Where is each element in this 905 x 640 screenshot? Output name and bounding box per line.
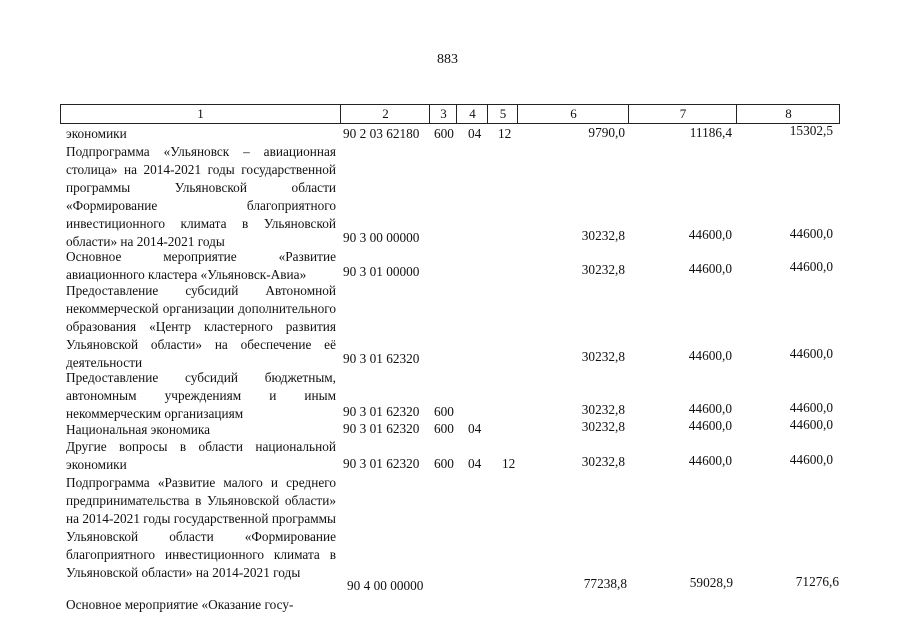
row-vr: 600 — [434, 404, 454, 419]
row-value-2016: 44600,0 — [789, 417, 833, 432]
page-number: 883 — [437, 52, 458, 67]
row-value-2015: 44600,0 — [688, 348, 732, 363]
row-description: Другие вопросы в области национальной экономики — [66, 439, 336, 472]
row-code: 90 2 03 62180 — [343, 126, 420, 141]
row-value-2016: 71276,6 — [795, 574, 839, 589]
header-col-6: 6 — [517, 105, 629, 123]
row-code: 90 3 01 00000 — [343, 264, 420, 279]
header-col-5: 5 — [487, 105, 518, 123]
row-value-2016: 44600,0 — [789, 452, 833, 467]
row-description: Подпрограмма «Ульяновск – авиационная столица» на 2014-2021 годы государственной программы Ульяновской области «Формирование благоприятного инвестиционного климата в Ульяновской области» на 2014-2021 годы — [66, 144, 336, 249]
row-value-2014: 30232,8 — [581, 349, 625, 364]
row-value-2014: 30232,8 — [581, 228, 625, 243]
row-rz: 04 — [468, 456, 482, 471]
header-col-2: 2 — [340, 105, 430, 123]
row-vr: 600 — [434, 456, 454, 471]
row-value-2015: 44600,0 — [688, 418, 732, 433]
row-code: 90 3 01 62320 — [343, 421, 420, 436]
row-value-2015: 11186,4 — [689, 125, 732, 140]
row-rz: 04 — [468, 421, 482, 436]
row-description: Национальная экономика — [66, 422, 211, 437]
row-rz: 04 — [468, 126, 482, 141]
row-description: Предоставление субсидий Автономной некоммерческой организации дополнительного образования «Центр кластерного развития Ульяновской области» на обеспечение её деятельности — [66, 283, 336, 370]
row-code: 90 4 00 00000 — [347, 578, 424, 593]
row-vr: 600 — [434, 421, 454, 436]
row-code: 90 3 01 62320 — [343, 404, 420, 419]
row-description: Основное мероприятие «Оказание госу- — [66, 597, 294, 612]
row-value-2015: 44600,0 — [688, 261, 732, 276]
row-value-2014: 77238,8 — [583, 576, 627, 591]
row-value-2015: 44600,0 — [688, 401, 732, 416]
row-value-2016: 44600,0 — [789, 346, 833, 361]
row-value-2016: 44600,0 — [789, 400, 833, 415]
row-value-2014: 30232,8 — [581, 262, 625, 277]
row-description: Подпрограмма «Развитие малого и среднего предпринимательства в Ульяновской области» на 2014-2021 годы государственной программы Ульяновской области «Формирование благоприятного инвестиционного климата в Ульяновской области» на 2014-2021 годы — [66, 475, 336, 580]
row-value-2014: 30232,8 — [581, 419, 625, 434]
row-code: 90 3 01 62320 — [343, 456, 420, 471]
row-code: 90 3 00 00000 — [343, 230, 420, 245]
table-header — [60, 104, 840, 124]
row-value-2015: 44600,0 — [688, 227, 732, 242]
header-col-4: 4 — [456, 105, 488, 123]
row-value-2014: 9790,0 — [588, 125, 625, 140]
row-value-2016: 44600,0 — [789, 259, 833, 274]
row-description: Предоставление субсидий бюджетным, автономным учреждениям и иным некоммерческим организациям — [66, 370, 336, 421]
row-vr: 600 — [434, 126, 454, 141]
row-value-2015: 44600,0 — [688, 453, 732, 468]
row-value-2016: 15302,5 — [789, 123, 833, 138]
header-col-8: 8 — [736, 105, 840, 123]
row-value-2014: 30232,8 — [581, 454, 625, 469]
row-description: Основное мероприятие «Развитие авиационного кластера «Ульяновск-Авиа» — [66, 249, 336, 282]
row-value-2015: 59028,9 — [689, 575, 733, 590]
row-pr: 12 — [502, 456, 516, 471]
row-value-2016: 44600,0 — [789, 226, 833, 241]
row-value-2014: 30232,8 — [581, 402, 625, 417]
row-code: 90 3 01 62320 — [343, 351, 420, 366]
header-col-3: 3 — [429, 105, 457, 123]
header-col-7: 7 — [628, 105, 737, 123]
row-description: экономики — [66, 126, 127, 141]
header-col-1: 1 — [197, 106, 204, 121]
row-pr: 12 — [498, 126, 512, 141]
